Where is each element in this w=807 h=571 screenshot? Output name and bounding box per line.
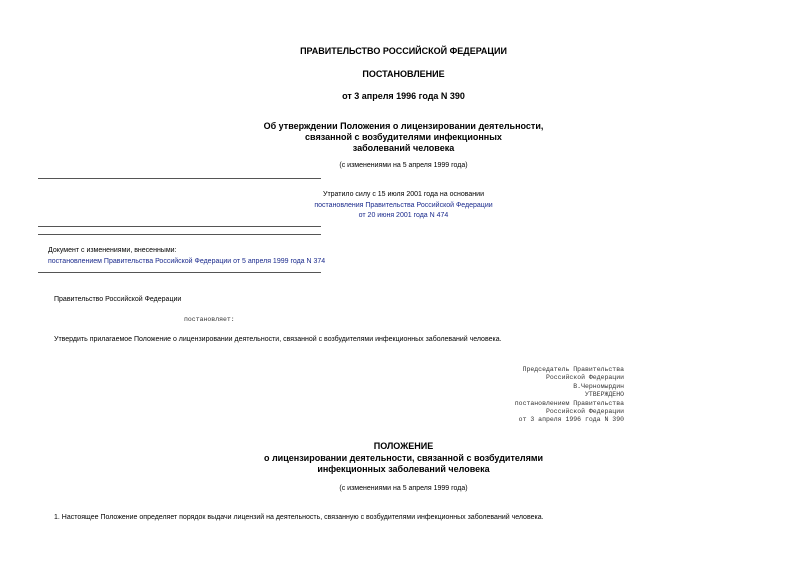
signature-line: Председатель Правительства — [522, 366, 624, 373]
repeal-link-date[interactable]: от 20 июня 2001 года N 474 — [358, 212, 449, 219]
changes-link[interactable]: постановлением Правительства Российской Федерации от 5 апреля 1999 года N 374 — [48, 258, 326, 265]
divider — [38, 178, 321, 179]
document-title-line: Об утверждении Положения о лицензировании деятельности, — [263, 121, 544, 131]
divider — [38, 272, 321, 273]
document-title — [0, 121, 807, 154]
repeal-link[interactable]: постановления Правительства Российской Федерации — [314, 201, 493, 209]
regulation-title: ПОЛОЖЕНИЕ — [373, 441, 434, 451]
approval-line: постановлением Правительства — [514, 399, 624, 407]
regulation-amendments-note: (с изменениями на 5 апреля 1999 года) — [339, 485, 468, 492]
regulation-subtitle-line: инфекционных заболеваний человека — [317, 464, 490, 474]
amendments-note: (с изменениями на 5 апреля 1999 года) — [339, 162, 468, 169]
approval-line: Российской Федерации — [545, 408, 624, 416]
document-type: ПОСТАНОВЛЕНИЕ — [362, 69, 445, 79]
government-heading: ПРАВИТЕЛЬСТВО РОССИЙСКОЙ ФЕДЕРАЦИИ — [300, 46, 507, 56]
clause-1: 1. Настоящее Положение определяет порядок выдачи лицензий на деятельность, связанную с возбудителями инфекционных заболеваний человека. — [54, 514, 544, 521]
approval-line: УТВЕРЖДЕНО — [584, 391, 624, 399]
regulation-subtitle-line: о лицензировании деятельности, связанной с возбудителями — [263, 453, 544, 463]
divider — [38, 234, 321, 235]
approval-line: от 3 апреля 1996 года N 390 — [518, 416, 624, 424]
repeal-text: Утратило силу с 15 июля 2001 года на основании — [323, 191, 484, 198]
repeal-block — [0, 190, 807, 222]
document-title-line: заболеваний человека — [352, 143, 455, 153]
issuer-text: Правительство Российской Федерации — [54, 296, 182, 303]
signature-line: Российской Федерации — [545, 374, 624, 382]
signature-line: В.Черномырдин — [573, 382, 624, 390]
decrees-text: постановляет: — [184, 316, 235, 323]
approve-paragraph: Утвердить прилагаемое Положение о лицензировании деятельности, связанной с возбудителями инфекционных заболеваний человека. — [54, 336, 502, 343]
document-date-number: от 3 апреля 1996 года N 390 — [342, 91, 465, 101]
document-title-line: связанной с возбудителями инфекционных — [305, 132, 502, 142]
signature-block — [515, 366, 624, 425]
regulation-subtitle — [0, 453, 807, 475]
changes-intro: Документ с изменениями, внесенными: — [48, 247, 177, 254]
divider — [38, 226, 321, 227]
